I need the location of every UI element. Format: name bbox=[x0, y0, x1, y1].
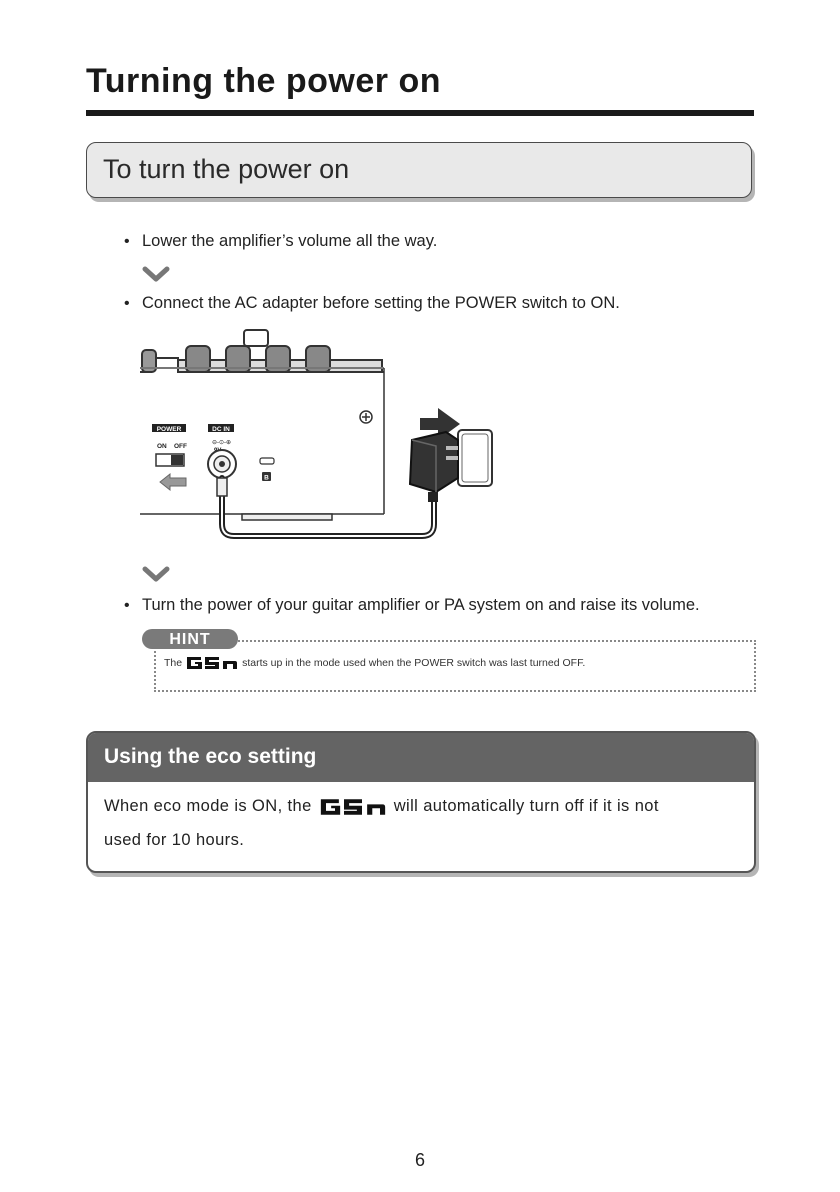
eco-title: Using the eco setting bbox=[104, 745, 317, 768]
adapter-cable bbox=[222, 478, 434, 536]
polarity-icon: ⊖-⊙-⊕ bbox=[212, 440, 232, 446]
bullet: • bbox=[124, 295, 130, 312]
eco-text-line2: used for 10 hours. bbox=[104, 831, 245, 849]
power-label: POWER bbox=[156, 426, 182, 433]
dc-in-label: DC IN bbox=[212, 426, 230, 433]
slot bbox=[260, 458, 274, 464]
eco-text-after: will automatically turn off if it is not bbox=[393, 797, 659, 815]
hint-text-after: starts up in the mode used when the POWER switch was last turned OFF. bbox=[242, 657, 586, 669]
arrow-left-icon bbox=[160, 474, 186, 490]
power-switch-knob bbox=[171, 455, 183, 465]
hint-text-before: The bbox=[164, 657, 183, 669]
off-label: OFF bbox=[174, 443, 187, 450]
screw-icon bbox=[360, 411, 372, 423]
step-text: Connect the AC adapter before setting the POWER switch to ON. bbox=[142, 294, 620, 312]
page-number: 6 bbox=[414, 1150, 425, 1170]
step-item bbox=[124, 232, 437, 251]
step-item bbox=[124, 294, 620, 313]
chevron-down-icon bbox=[142, 266, 170, 284]
eco-text-before: When eco mode is ON, the bbox=[104, 797, 312, 815]
page-title: Turning the power on bbox=[86, 62, 441, 100]
bullet: • bbox=[124, 233, 130, 250]
step-text: Lower the amplifier’s volume all the way. bbox=[142, 232, 438, 250]
section-title: To turn the power on bbox=[103, 154, 350, 184]
on-label: ON bbox=[157, 443, 167, 450]
title-rule bbox=[86, 110, 754, 116]
plug bbox=[217, 478, 227, 496]
eco-text-line bbox=[104, 831, 244, 850]
hint-badge: HINT bbox=[142, 629, 238, 649]
eco-setting-box bbox=[86, 731, 756, 873]
device-top bbox=[140, 330, 384, 372]
eco-header bbox=[88, 733, 754, 782]
hint-text bbox=[164, 656, 585, 670]
g5n-logo-icon bbox=[318, 798, 388, 816]
bullet: • bbox=[124, 597, 130, 614]
step-text: Turn the power of your guitar amplifier or PA system on and raise its volume. bbox=[142, 596, 700, 614]
g5n-logo-icon bbox=[185, 656, 239, 670]
power-connection-illustration bbox=[140, 328, 500, 540]
chevron-down-icon bbox=[142, 566, 170, 584]
section-header bbox=[86, 142, 752, 198]
b-label: B bbox=[264, 474, 269, 482]
step-item bbox=[124, 596, 700, 615]
eco-text-line bbox=[104, 797, 659, 816]
